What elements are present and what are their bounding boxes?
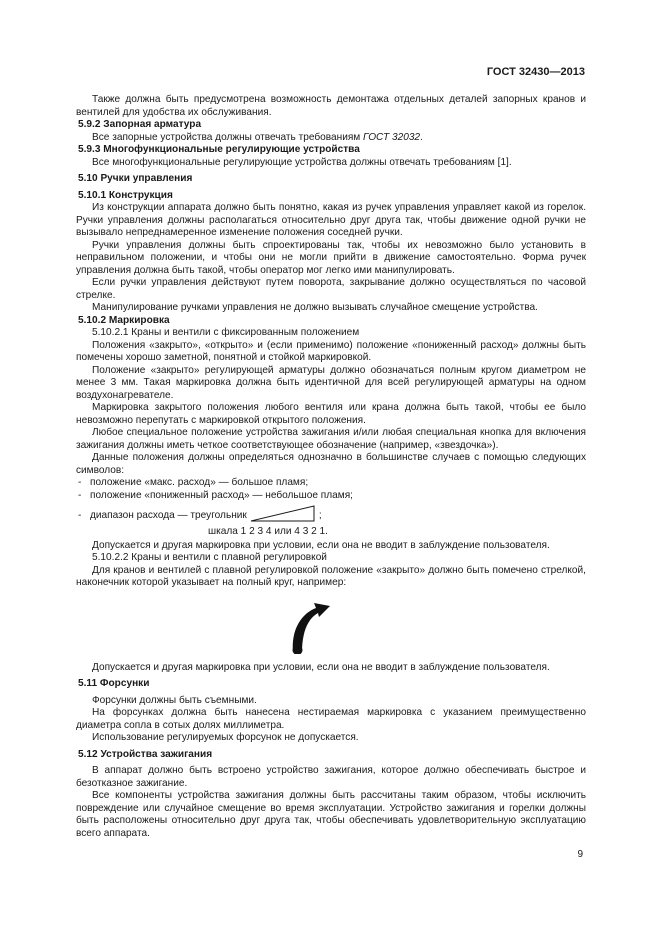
subsection-heading-5-10-2-2: 5.10.2.2 Краны и вентили с плавной регулировкой xyxy=(92,552,327,563)
triangle-symbol-icon xyxy=(250,505,316,522)
page-number: 9 xyxy=(577,849,583,860)
list-item: - положение «пониженный расход» — небольшое пламя; xyxy=(78,489,353,501)
section-heading-5-10-2: 5.10.2 Маркировка xyxy=(78,314,170,326)
paragraph: Ручки управления должны быть спроектированы так, чтобы их невозможно было установить в неправильном положении, и чтобы они не могли прийти в движение самостоятельно. Форма ручек управления должна быть такой, чтобы оператор мог легко ими манипулировать. xyxy=(76,239,586,276)
closed-position-arrow-figure xyxy=(76,596,586,658)
paragraph: Для кранов и вентилей с плавной регулировкой положение «закрыто» должно быть помечено стрелкой, наконечник которой указывает на полный круг, например: xyxy=(76,564,586,588)
paragraph: Также должна быть предусмотрена возможность демонтажа отдельных деталей запорных кранов и вентилей для удобства их обслуживания. xyxy=(76,94,586,118)
list-item: - положение «макс. расход» — большое пламя; xyxy=(78,477,309,488)
arrow-to-circle-icon xyxy=(286,600,332,654)
section-heading-5-10: 5.10 Ручки управления xyxy=(78,173,193,184)
document-body xyxy=(76,94,586,840)
paragraph: Данные положения должны определяться однозначно в большинстве случаев с помощью следующих символов: xyxy=(76,452,586,476)
paragraph: Маркировка закрытого положения любого вентиля или крана должна быть такой, чтобы ее было невозможно перепутать с маркировкой открытого положения. xyxy=(76,402,586,426)
section-heading-5-11: 5.11 Форсунки xyxy=(78,678,150,689)
paragraph: Манипулирование ручками управления не должно вызывать случайное смещение устройства. xyxy=(92,302,538,313)
paragraph: В аппарат должно быть встроено устройство зажигания, которое должно обеспечивать быстрое и безотказное зажигание. xyxy=(76,765,586,789)
section-heading-5-12: 5.12 Устройства зажигания xyxy=(78,748,213,760)
paragraph: Любое специальное положение устройства зажигания и/или любая специальная кнопка для включения зажигания должны иметь четкое соответствующее обозначение (например, «звездочка»). xyxy=(76,427,586,451)
doc-header-code: ГОСТ 32430—2013 xyxy=(486,66,585,78)
paragraph: Использование регулируемых форсунок не допускается. xyxy=(92,732,359,743)
paragraph: Все компоненты устройства зажигания должны быть рассчитаны таким образом, чтобы исключить повреждение или случайное смещение во время эксплуатации. Устройство зажигания и горелки должны быть расположены относительно друг друга так, чтобы обеспечивать удовлетворительную эксплуатацию всего аппарата. xyxy=(76,790,586,839)
paragraph: Положения «закрыто», «открыто» и (если применимо) положение «пониженный расход» должны быть помечены хорошо заметной, понятной и стойкой маркировкой. xyxy=(76,339,586,363)
scale-example: шкала 1 2 3 4 или 4 3 2 1. xyxy=(208,526,328,537)
paragraph: Допускается и другая маркировка при условии, если она не вводит в заблуждение пользователя. xyxy=(92,539,550,551)
symbol-list xyxy=(76,477,586,522)
paragraph: Все запорные устройства должны отвечать требованиям ГОСТ 32032. xyxy=(92,131,423,143)
standard-reference: ГОСТ 32032 xyxy=(363,131,421,143)
section-heading-5-9-2: 5.9.2 Запорная арматура xyxy=(78,119,202,130)
paragraph: Все многофункциональные регулирующие устройства должны отвечать требованиям [1]. xyxy=(92,156,512,168)
paragraph: Форсунки должны быть съемными. xyxy=(92,694,257,706)
section-heading-5-9-3: 5.9.3 Многофункциональные регулирующие устройства xyxy=(78,144,360,155)
paragraph: Из конструкции аппарата должно быть понятно, какая из ручек управления управляет какой из горелок. Ручки управления должны располагаться относительно друг друга так, чтобы движение одной ручки не вызывало непреднамеренное изменение положения соседней ручки. xyxy=(76,202,586,238)
paragraph: Допускается и другая маркировка при условии, если она не вводит в заблуждение пользователя. xyxy=(92,661,550,673)
paragraph: На форсунках должна быть нанесена нестираемая маркировка с указанием преимущественно диаметра сопла в сотых долях миллиметра. xyxy=(76,707,586,731)
list-item: - диапазон расхода — треугольник ; xyxy=(78,505,586,522)
paragraph: Положение «закрыто» регулирующей арматуры должно обозначаться полным кругом диаметром не менее 3 мм. Такая маркировка должна быть идентичной для всей регулирующей арматуры на одном воздухонагревателе. xyxy=(76,364,586,401)
section-heading-5-10-1: 5.10.1 Конструкция xyxy=(78,189,173,201)
paragraph: Если ручки управления действуют путем поворота, закрывание должно осуществляться по часовой стрелке. xyxy=(76,277,586,301)
subsection-heading-5-10-2-1: 5.10.2.1 Краны и вентили с фиксированным положением xyxy=(92,327,360,338)
